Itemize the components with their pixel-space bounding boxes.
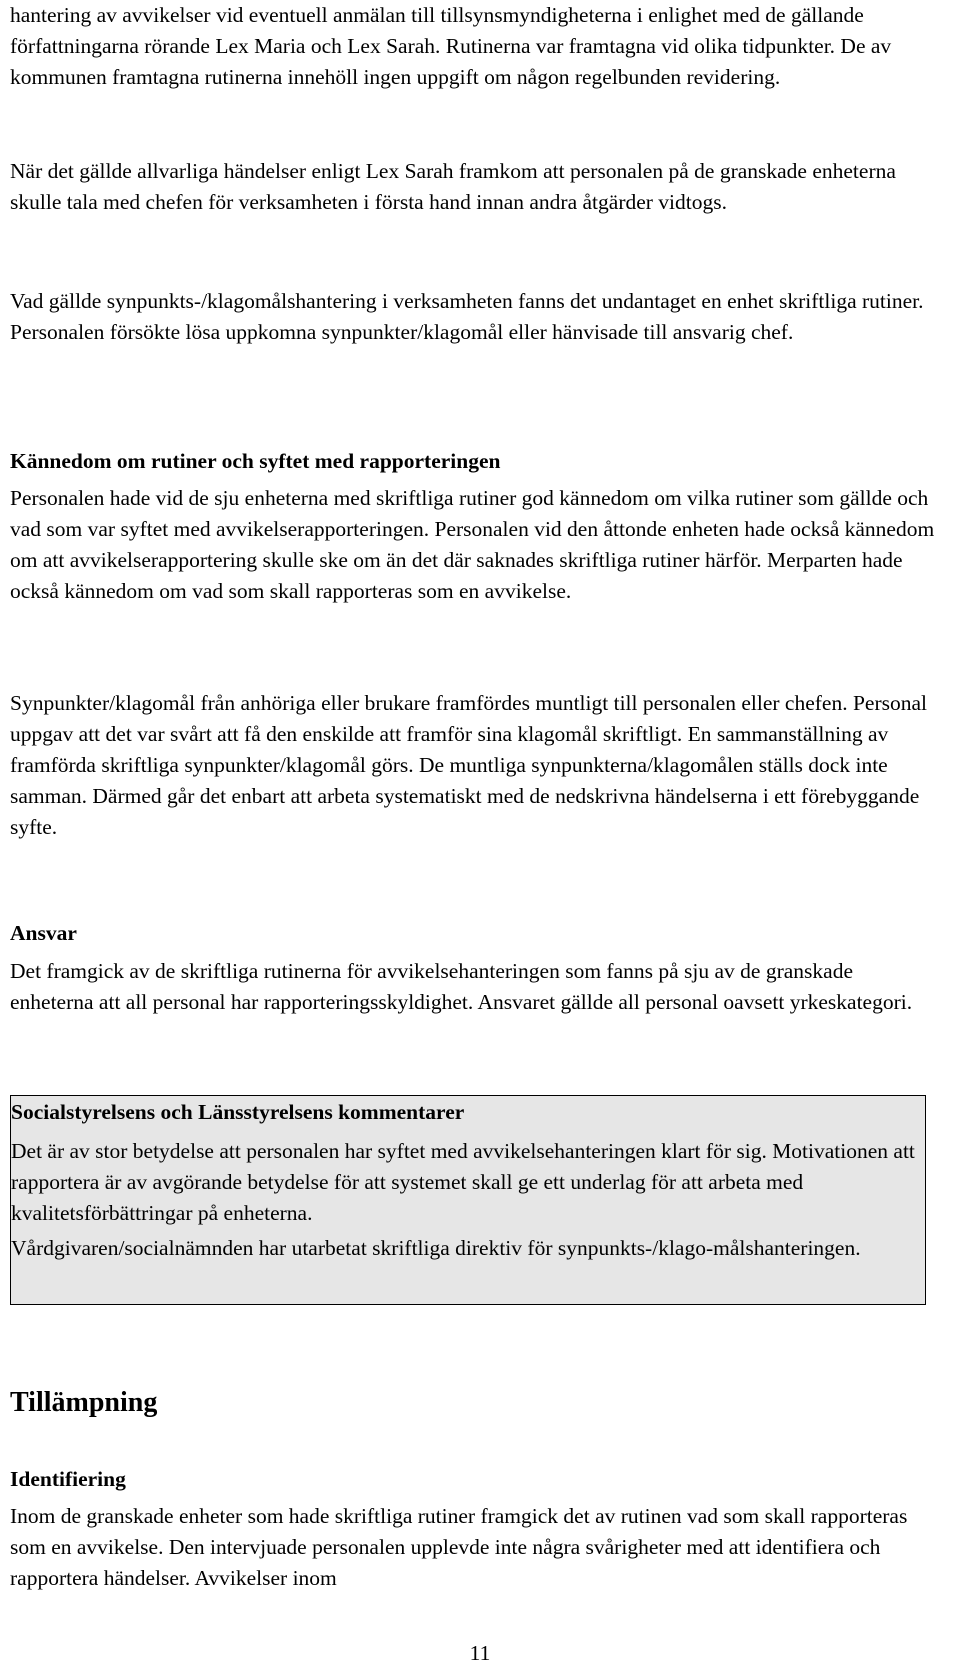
comments-paragraph-purpose: Det är av stor betydelse att personalen har syftet med avvikelsehanteringen klart för sig. Motivationen att rapportera är av avgörande betydelse för att systemet skall ge ett underlag för att arbeta med kvalitetsförbättringar på enheterna. bbox=[11, 1139, 915, 1225]
comments-box bbox=[10, 1095, 926, 1305]
heading-responsibility: Ansvar bbox=[10, 921, 77, 945]
heading-identification: Identifiering bbox=[10, 1467, 126, 1491]
heading-knowledge-of-routines: Kännedom om rutiner och syftet med rapporteringen bbox=[10, 449, 501, 473]
paragraph-routines-versions: hantering av avvikelser vid eventuell anmälan till tillsynsmyndigheterna i enlighet med de gällande författningarna rörande Lex Maria och Lex Sarah. Rutinerna var framtagna vid olika tidpunkter. De av kommunen framtagna rutinerna innehöll ingen uppgift om någon regelbunden revidering. bbox=[10, 3, 892, 89]
heading-application: Tillämpning bbox=[10, 1387, 158, 1418]
paragraph-lex-sarah: När det gällde allvarliga händelser enligt Lex Sarah framkom att personalen på de granskade enheterna skulle tala med chefen för verksamheten i första hand innan andra åtgärder vidtogs. bbox=[10, 159, 896, 214]
comments-heading: Socialstyrelsens och Länsstyrelsens kommentarer bbox=[11, 1100, 465, 1124]
paragraph-complaints-oral: Synpunkter/klagomål från anhöriga eller brukare framfördes muntligt till personalen eller chefen. Personal uppgav att det var svårt att få den enskilde att framför sina klagomål skriftligt. En sammanställning av framförda skriftliga synpunkter/klagomål görs. De muntliga synpunkterna/klagomålen ställs dock inte samman. Därmed går det enbart att arbeta systematiskt med de nedskrivna händelserna i ett förebyggande syfte. bbox=[10, 691, 928, 839]
page-number: 11 bbox=[469, 1641, 491, 1665]
comments-paragraph-directives: Vårdgivaren/socialnämnden har utarbetat skriftliga direktiv för synpunkts-/klago-målshanteringen. bbox=[11, 1236, 861, 1260]
paragraph-staff-knowledge: Personalen hade vid de sju enheterna med skriftliga rutiner god kännedom om vilka rutiner som gällde och vad som var syftet med avvikelserapporteringen. Personalen vid den åttonde enheten hade också kännedom om att avvikelserapportering skulle ske om än det där saknades skriftliga rutiner härför. Merparten hade också kännedom om vad som skall rapporteras som en avvikelse. bbox=[10, 486, 935, 603]
paragraph-reporting-obligation: Det framgick av de skriftliga rutinerna för avvikelsehanteringen som fanns på sju av de granskade enheterna att all personal har rapporteringsskyldighet. Ansvaret gällde all personal oavsett yrkeskategori. bbox=[10, 959, 913, 1014]
paragraph-complaints-handling: Vad gällde synpunkts-/klagomålshantering i verksamheten fanns det undantaget en enhet skriftliga rutiner. Personalen försökte lösa uppkomna synpunkter/klagomål eller hänvisade till ansvarig chef. bbox=[10, 289, 924, 344]
paragraph-identification: Inom de granskade enheter som hade skriftliga rutiner framgick det av rutinen vad som skall rapporteras som en avvikelse. Den intervjuade personalen upplevde inte några svårigheter med att identifiera och rapportera händelser. Avvikelser inom bbox=[10, 1504, 908, 1590]
